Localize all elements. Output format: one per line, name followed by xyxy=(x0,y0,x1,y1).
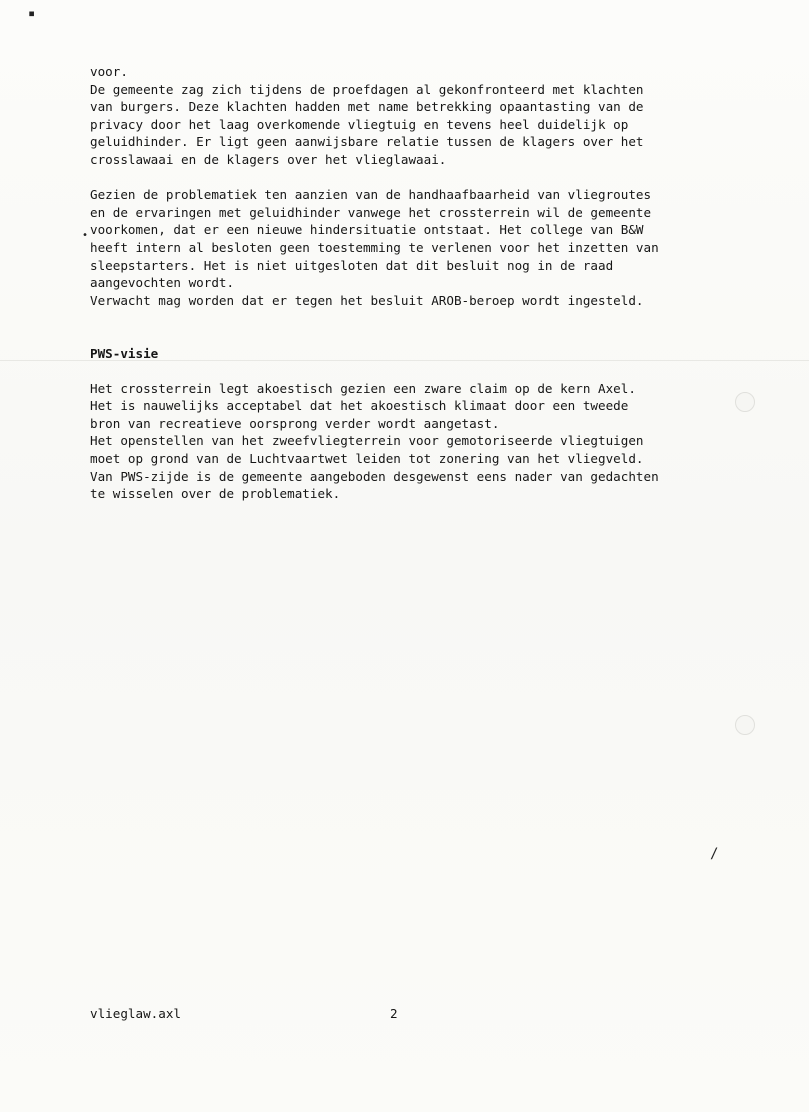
text-line: Gezien de problematiek ten aanzien van de handhaafbaarheid van vliegroutes xyxy=(90,187,652,203)
text-line: Verwacht mag worden dat er tegen het besluit AROB-beroep wordt ingesteld. xyxy=(90,292,644,308)
punch-hole-top xyxy=(735,392,755,412)
text-line: voorkomen, dat er een nieuwe hindersituatie ontstaat. Het college van B&W xyxy=(90,222,644,238)
text-line: crosslawaai en de klagers over het vlieglawaai. xyxy=(90,151,447,167)
text-line: moet op grond van de Luchtvaartwet leiden tot zonering van het vliegveld. xyxy=(90,451,644,467)
footer-filename: vlieglaw.axl xyxy=(90,1006,181,1021)
text-line: De gemeente zag zich tijdens de proefdagen al gekonfronteerd met klachten xyxy=(90,81,644,97)
text-line: sleepstarters. Het is niet uitgesloten dat dit besluit nog in de raad xyxy=(90,257,614,273)
text-line: Van PWS-zijde is de gemeente aangeboden desgewenst eens nader van gedachten xyxy=(90,468,659,484)
text-line: en de ervaringen met geluidhinder vanwege het crossterrein wil de gemeente xyxy=(90,204,652,220)
text-line: Het crossterrein legt akoestisch gezien een zware claim op de kern Axel. xyxy=(90,380,636,396)
scan-mark: / xyxy=(710,846,719,862)
text-line: voor. xyxy=(90,64,128,79)
footer-page-number: 2 xyxy=(390,1006,398,1021)
text-line: privacy door het laag overkomende vliegtuig en tevens heel duidelijk op xyxy=(90,116,629,132)
paragraph-decision xyxy=(90,186,730,309)
section-heading: PWS-visie xyxy=(90,345,159,361)
text-line: Het is nauwelijks acceptabel dat het akoestisch klimaat door een tweede xyxy=(90,398,629,414)
text-line: bron van recreatieve oorsprong verder wordt aangetast. xyxy=(90,415,500,431)
text-line: van burgers. Deze klachten hadden met name betrekking opaantasting van de xyxy=(90,99,644,115)
text-line: geluidhinder. Er ligt geen aanwijsbare relatie tussen de klagers over het xyxy=(90,134,644,150)
scan-speck: • xyxy=(82,230,89,241)
document-body xyxy=(90,63,730,503)
scan-speck: ▪ xyxy=(28,6,36,20)
text-line: heeft intern al besloten geen toestemming te verlenen voor het inzetten van xyxy=(90,239,659,255)
text-line: aangevochten wordt. xyxy=(90,275,235,291)
text-line: Het openstellen van het zweefvliegterrein voor gemotoriseerde vliegtuigen xyxy=(90,433,644,449)
text-line: te wisselen over de problematiek. xyxy=(90,486,341,502)
paragraph-pws-vision xyxy=(90,380,730,503)
paragraph-complaints xyxy=(90,63,730,169)
punch-hole-bottom xyxy=(735,715,755,735)
